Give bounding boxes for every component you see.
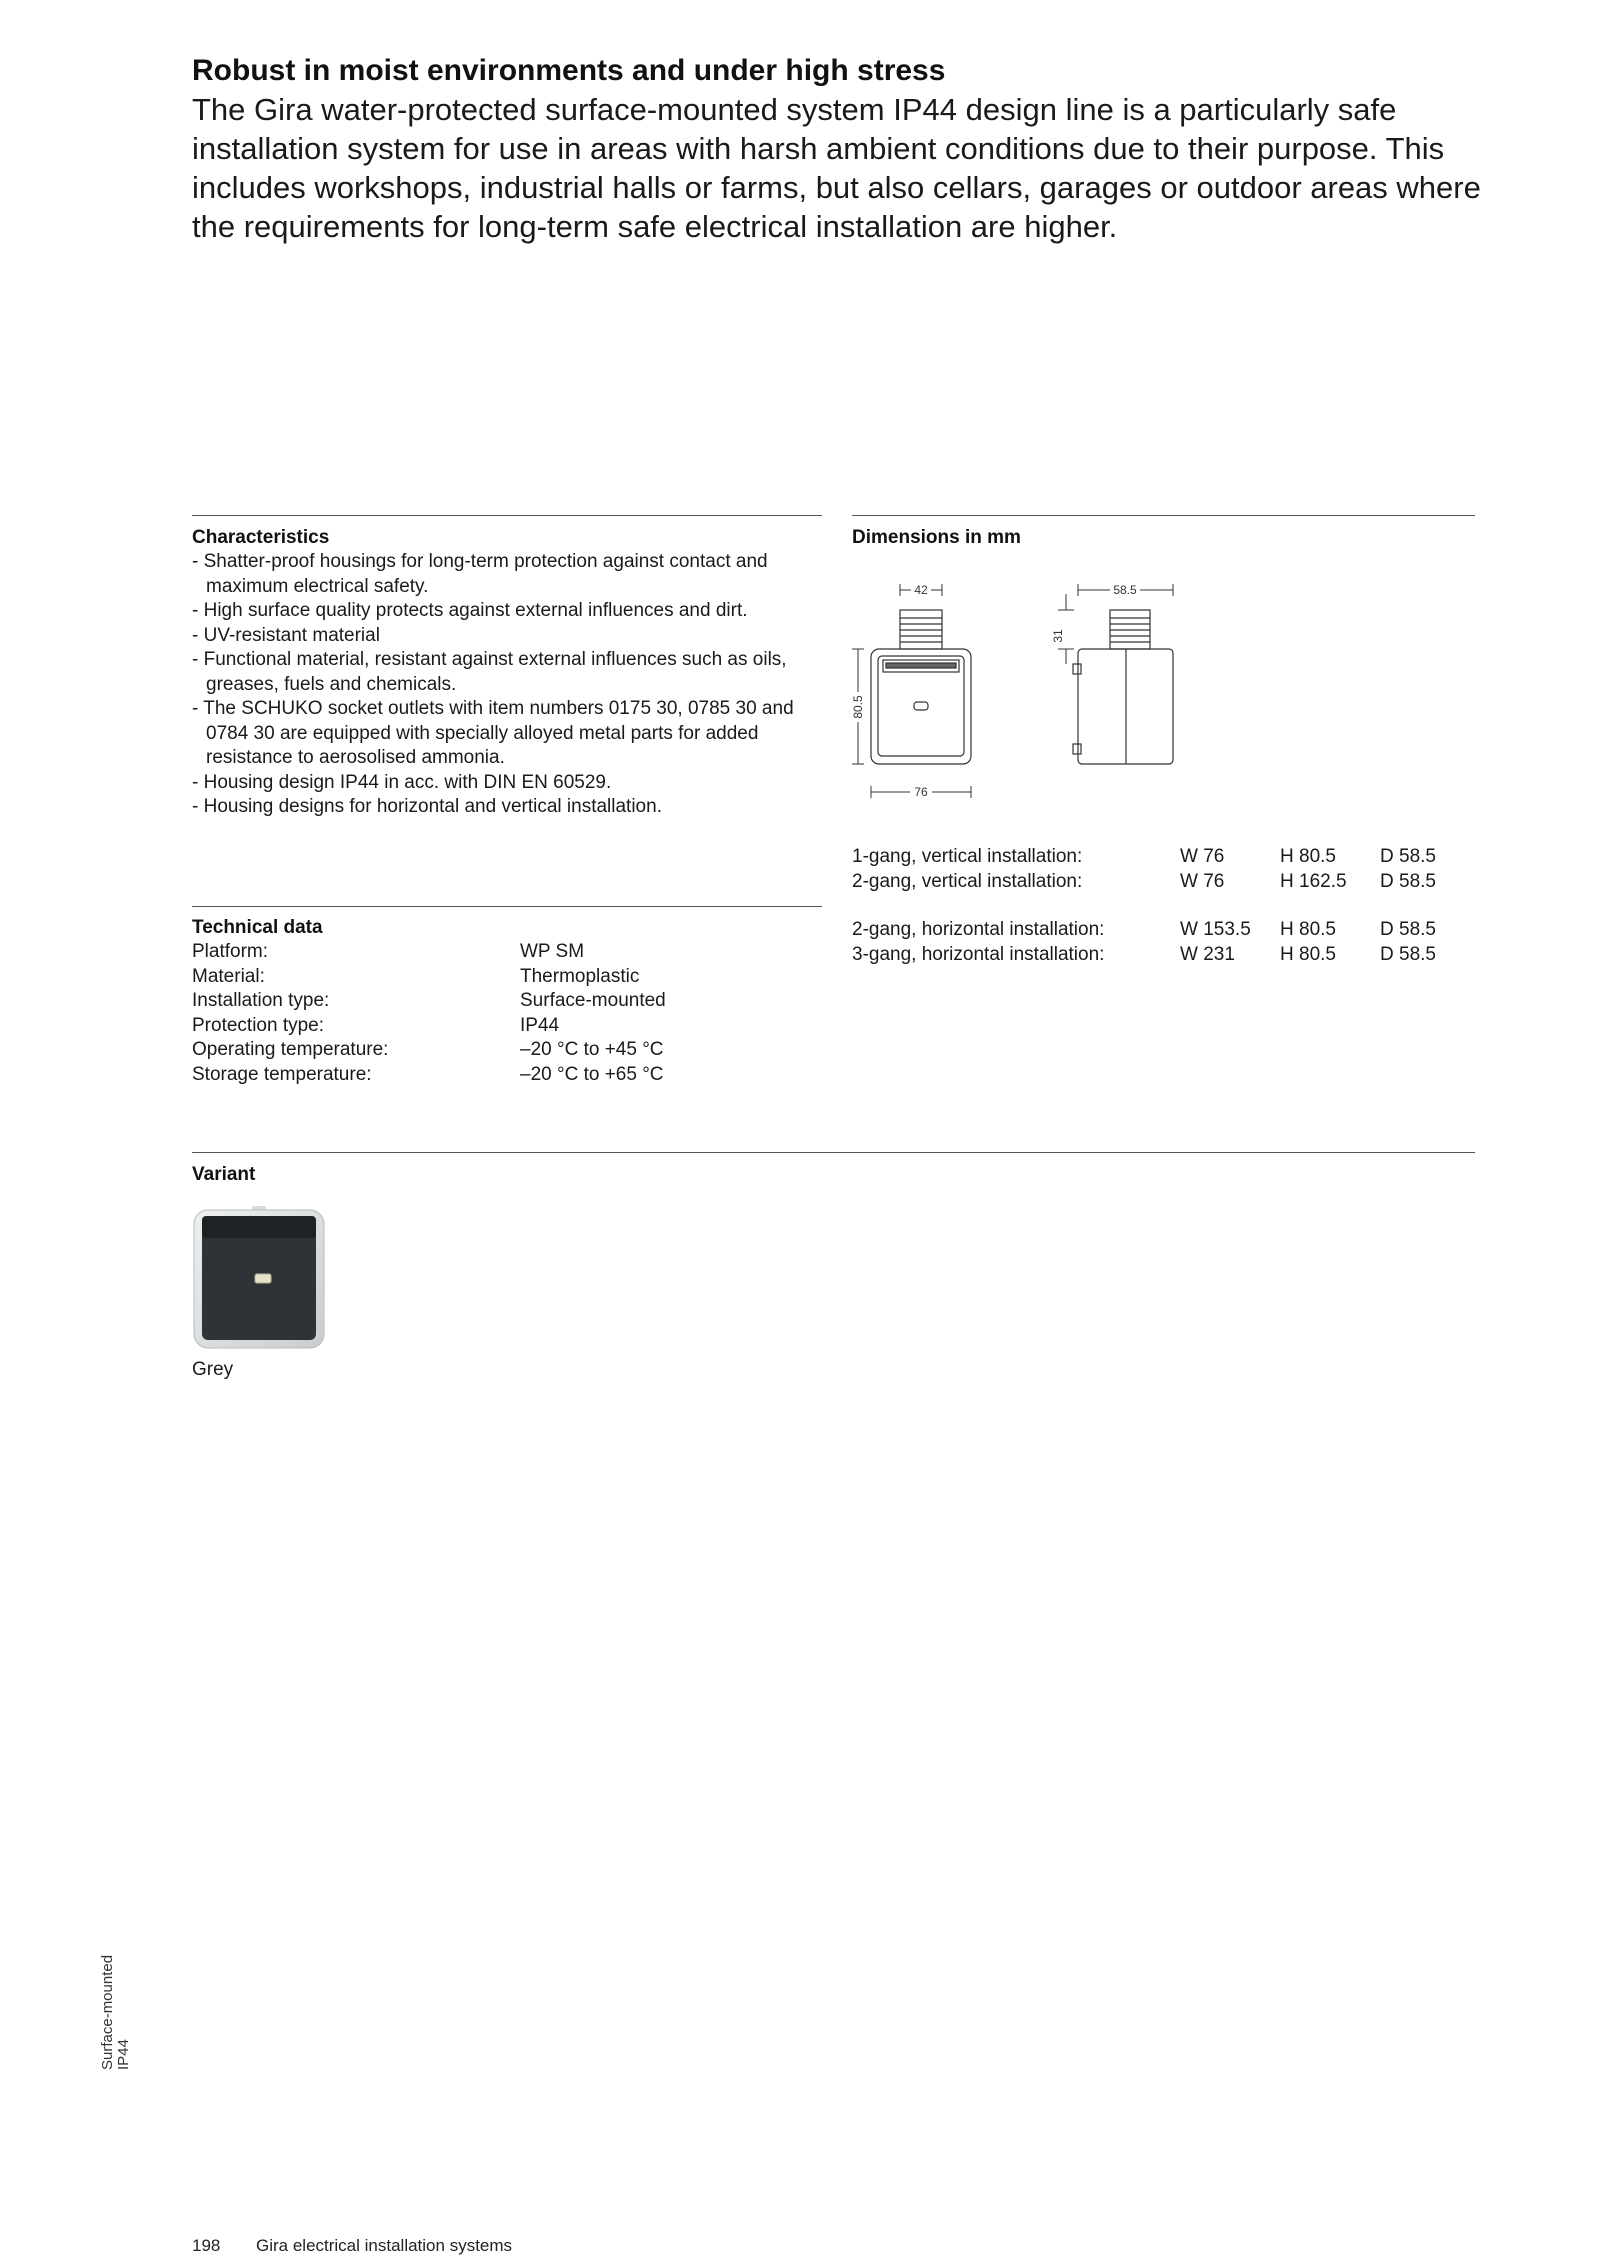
dim-label-top-width: 42 bbox=[914, 583, 928, 597]
dim-w: W 76 bbox=[1180, 870, 1225, 892]
intro-title: Robust in moist environments and under high stress bbox=[192, 54, 946, 87]
dim-w: W 231 bbox=[1180, 943, 1235, 965]
table-row bbox=[192, 965, 832, 990]
dim-d: D 58.5 bbox=[1380, 919, 1436, 940]
dim-label: 1-gang, vertical installation: bbox=[852, 846, 1083, 867]
dimensions-rule bbox=[852, 515, 1475, 516]
tech-value: Thermoplastic bbox=[520, 965, 640, 987]
front-view-drawing bbox=[871, 610, 971, 764]
tech-value: WP SM bbox=[520, 941, 585, 962]
tech-label: Storage temperature: bbox=[192, 1063, 372, 1085]
dim-h: H 162.5 bbox=[1280, 870, 1347, 892]
variant-product-image bbox=[192, 1206, 327, 1351]
tech-label: Operating temperature: bbox=[192, 1039, 389, 1060]
page-number: 198 bbox=[192, 2236, 221, 2255]
dimensions-title: Dimensions in mm bbox=[852, 527, 1021, 548]
dim-label-side-depth: 58.5 bbox=[1113, 583, 1137, 597]
list-item: - Functional material, resistant against external influences such as oils, greases, fuels and chemicals. bbox=[192, 649, 787, 695]
dim-d: D 58.5 bbox=[1380, 943, 1436, 965]
characteristics-rule bbox=[192, 515, 822, 516]
list-item: - Shatter-proof housings for long-term protection against contact and maximum electrical safety. bbox=[192, 551, 768, 597]
dim-h: H 80.5 bbox=[1280, 919, 1336, 940]
dim-label: 3-gang, horizontal installation: bbox=[852, 943, 1105, 965]
variant-rule bbox=[192, 1152, 1475, 1153]
footer-text: Gira electrical installation systems bbox=[256, 2236, 513, 2255]
dimensions-table bbox=[852, 845, 1492, 967]
side-section-label bbox=[100, 1955, 132, 2070]
table-row bbox=[192, 1038, 832, 1063]
intro-section bbox=[192, 52, 1492, 246]
dim-w: W 153.5 bbox=[1180, 919, 1251, 940]
footer bbox=[192, 2236, 512, 2256]
dim-label: 2-gang, vertical installation: bbox=[852, 870, 1083, 892]
dim-h: H 80.5 bbox=[1280, 943, 1336, 965]
dim-label-side-top: 31 bbox=[1051, 629, 1065, 643]
tech-label: Installation type: bbox=[192, 990, 330, 1011]
table-row bbox=[192, 940, 832, 965]
list-item: - UV-resistant material bbox=[192, 624, 380, 646]
table-row bbox=[852, 943, 1492, 968]
table-row bbox=[852, 918, 1492, 943]
characteristics-list bbox=[192, 550, 822, 820]
intro-body: The Gira water-protected surface-mounted system IP44 design line is a particularly safe installation system for use in areas with harsh ambient conditions due to their purpose. This includes workshops, industrial halls or farms, but also cellars, garages or outdoor areas where the requirements for long-term safe electrical installation are higher. bbox=[192, 92, 1481, 244]
table-row bbox=[192, 1014, 832, 1039]
dim-d: D 58.5 bbox=[1380, 870, 1436, 892]
dim-label-width: 76 bbox=[914, 785, 928, 799]
table-row bbox=[192, 1063, 832, 1088]
dim-d: D 58.5 bbox=[1380, 846, 1436, 867]
technical-table bbox=[192, 940, 832, 1087]
side-label-line2: IP44 bbox=[115, 2039, 132, 2070]
technical-rule bbox=[192, 906, 822, 907]
dim-w: W 76 bbox=[1180, 846, 1225, 867]
table-row bbox=[192, 989, 832, 1014]
variant-title: Variant bbox=[192, 1164, 256, 1185]
variant-caption: Grey bbox=[192, 1359, 234, 1380]
list-item: - Housing designs for horizontal and vertical installation. bbox=[192, 796, 662, 817]
technical-title: Technical data bbox=[192, 917, 323, 938]
tech-label: Material: bbox=[192, 965, 265, 987]
tech-value: –20 °C to +45 °C bbox=[520, 1039, 664, 1060]
list-item: - High surface quality protects against external influences and dirt. bbox=[192, 600, 748, 621]
side-view-drawing bbox=[1073, 610, 1173, 764]
table-row bbox=[852, 845, 1492, 870]
dim-label: 2-gang, horizontal installation: bbox=[852, 919, 1105, 940]
table-row bbox=[852, 870, 1492, 895]
characteristics-title: Characteristics bbox=[192, 527, 330, 548]
tech-label: Platform: bbox=[192, 941, 269, 962]
dim-label-height: 80.5 bbox=[851, 695, 865, 719]
list-item: - The SCHUKO socket outlets with item numbers 0175 30, 0785 30 and 0784 30 are equipped with specially alloyed metal parts for added resistance to aerosolised ammonia. bbox=[192, 698, 794, 768]
tech-value: –20 °C to +65 °C bbox=[520, 1063, 664, 1085]
tech-label: Protection type: bbox=[192, 1014, 325, 1036]
dimension-drawing bbox=[848, 574, 1188, 808]
tech-value: Surface-mounted bbox=[520, 990, 666, 1011]
dim-h: H 80.5 bbox=[1280, 846, 1336, 867]
side-label-line1: Surface-mounted bbox=[99, 1954, 116, 2070]
tech-value: IP44 bbox=[520, 1014, 560, 1036]
list-item: - Housing design IP44 in acc. with DIN EN 60529. bbox=[192, 771, 612, 793]
